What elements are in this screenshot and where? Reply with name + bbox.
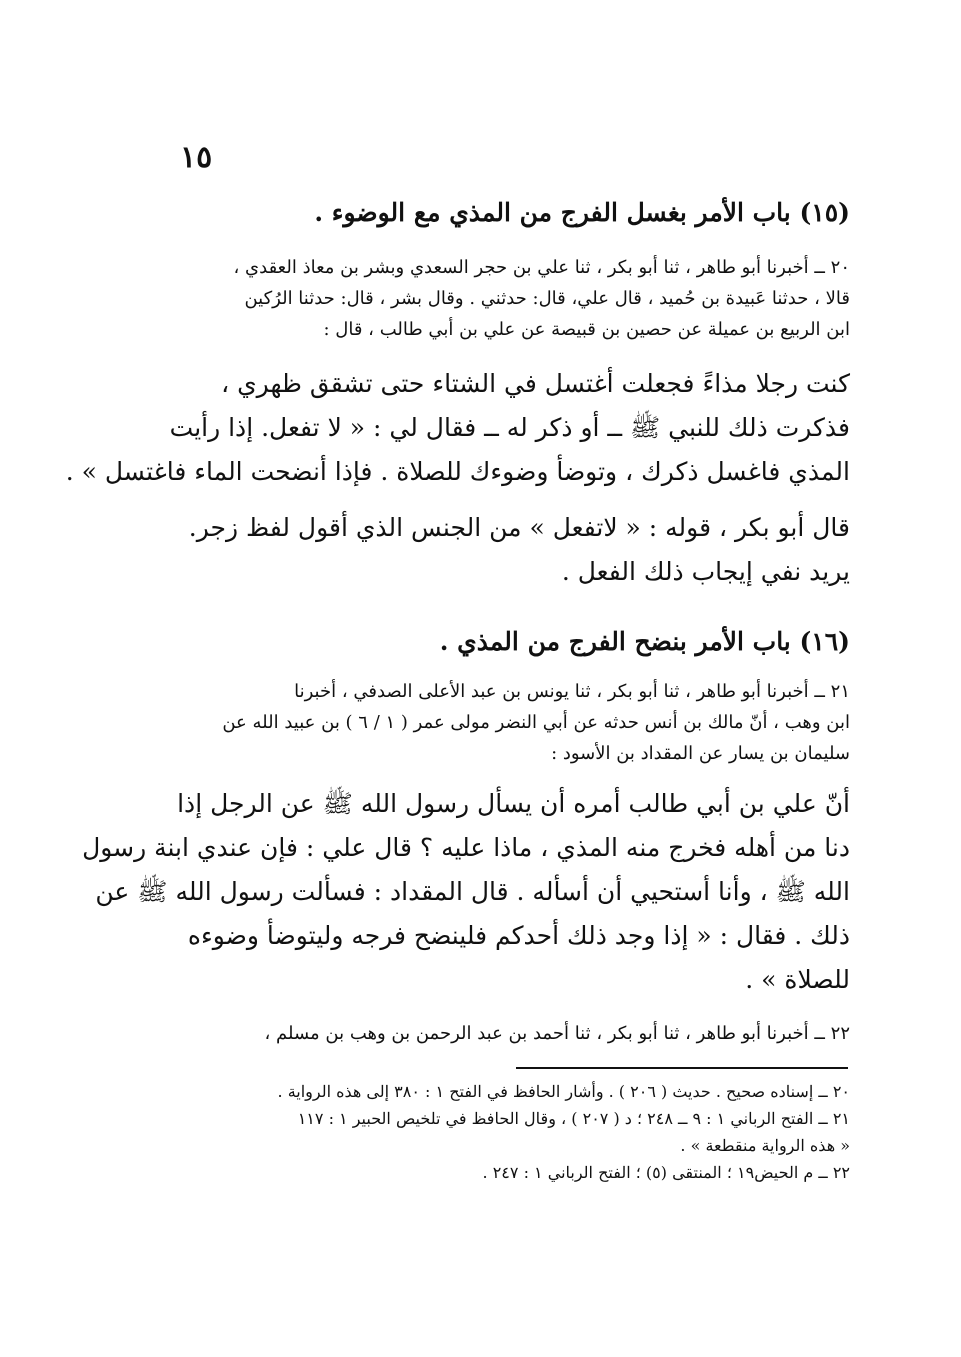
footnote-20: ٢٠ ــ إسناده صحيح . حديث ( ٢٠٦ ) . وأشار الحافظ في الفتح ١ : ٣٨٠ إلى هذه الرواية . <box>277 1082 850 1101</box>
hadith-20-matn <box>65 362 850 494</box>
section-15 <box>186 195 850 231</box>
footnote-divider <box>516 1067 848 1069</box>
footnote-21: ٢١ ــ الفتح الرباني ١ : ٩ ــ ٢٤٨ ؛ د ( ٢٠٧ ) ، وقال الحافظ في تلخيص الحبير ١ : ١١٧ <box>297 1109 850 1128</box>
isnad-line: ابن وهب ، أنّ مالك بن أنس حدثه عن أبي النضر مولى عمر ( ١ / ٦ ) بن عبيد الله عن <box>222 712 850 733</box>
isnad-line: قالا ، حدثنا عَبيدة بن حُميد ، قال علي، قال: حدثني . وقال بشر ، قال: حدثنا الرُكين <box>244 288 850 309</box>
isnad-line: ٢٠ ــ أخبرنا أبو طاهر ، ثنا أبو بكر ، ثنا علي بن حجر السعدي وبشر بن معاذ العقدي ، <box>233 257 850 278</box>
isnad-line: ٢٢ ــ أخبرنا أبو طاهر ، ثنا أبو بكر ، ثنا أحمد بن عبد الرحمن بن وهب بن مسلم ، <box>264 1023 850 1044</box>
matn-line: دنا من أهله فخرج منه المذي ، ماذا عليه ؟ قال علي : فإن عندي ابنة رسول <box>82 833 850 862</box>
comment-line: قال أبو بكر ، قوله : « لاتفعل » من الجنس الذي أقول لفظ زجر. <box>188 513 850 542</box>
matn-line: ذلك . فقال : « إذا وجد ذلك أحدكم فلينضح فرجه وليتوضأ وضوءه <box>187 921 850 950</box>
isnad-line: ابن الربيع بن عميلة عن حصين بن قبيصة عن علي بن أبي طالب ، قال : <box>323 319 850 340</box>
hadith-20-isnad <box>186 252 850 345</box>
hadith-21-isnad <box>186 676 850 769</box>
isnad-line: سليمان بن يسار عن المقداد بن الأسود : <box>551 743 850 764</box>
section-16 <box>186 624 850 660</box>
hadith-21-matn <box>82 782 850 1002</box>
page-number: ١٥ <box>180 140 213 175</box>
matn-line: للصلاة » . <box>745 965 850 994</box>
section-heading: (١٦) باب الأمر بنضح الفرج من المذي . <box>439 627 850 656</box>
matn-line: أنّ علي بن أبي طالب أمره أن يسأل رسول الله ﷺ عن الرجل إذا <box>177 789 850 818</box>
footnote-22: ٢٢ ــ م الحيض١٩ ؛ المنتقى (٥) ؛ الفتح الرباني ١ : ٢٤٧ . <box>482 1163 850 1182</box>
footnotes <box>186 1078 850 1186</box>
comment-line: يريد نفي إيجاب ذلك الفعل . <box>561 557 850 586</box>
footnote-21-continued: « هذه الرواية منقطعة » . <box>680 1136 850 1155</box>
matn-line: الله ﷺ ، وأنا أستحيي أن أسأله . قال المقداد : فسألت رسول الله ﷺ عن <box>95 877 850 906</box>
isnad-line: ٢١ ــ أخبرنا أبو طاهر ، ثنا أبو بكر ، ثنا يونس بن عبد الأعلى الصدفي ، أخبرنا <box>294 681 850 702</box>
author-comment <box>186 506 850 594</box>
matn-line: كنت رجلا مذاءً فجعلت أغتسل في الشتاء حتى تشقق ظهري ، <box>221 369 850 398</box>
matn-line: فذكرت ذلك للنبي ﷺ ــ أو ذكر له ــ فقال لي : « لا تفعل. إذا رأيت <box>169 413 850 442</box>
matn-line: المذي فاغسل ذكرك ، وتوضأ وضوءك للصلاة . فإذا أنضحت الماء فاغتسل » . <box>65 457 850 486</box>
hadith-22-isnad <box>186 1018 850 1049</box>
section-heading: (١٥) باب الأمر بغسل الفرج من المذي مع الوضوء . <box>314 198 850 227</box>
